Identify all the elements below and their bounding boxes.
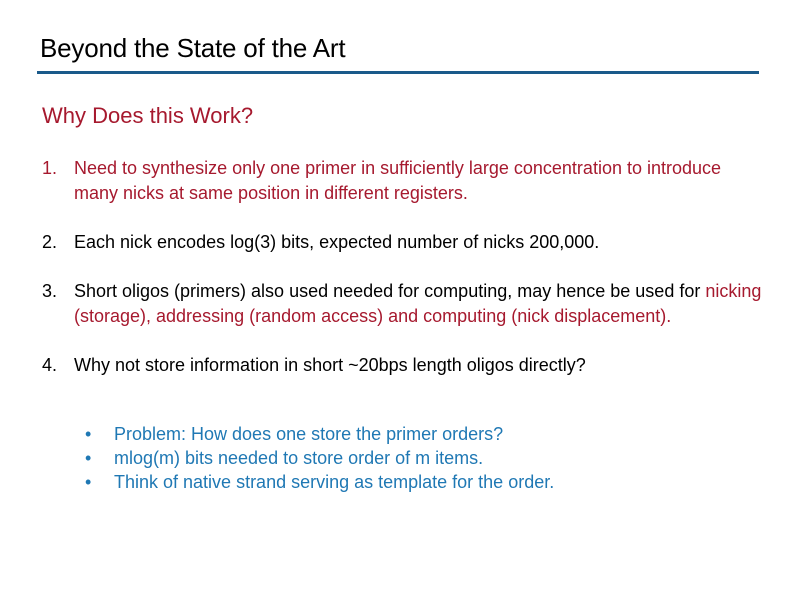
list-text: Why not store information in short ~20bps length oligos directly? — [74, 355, 586, 375]
list-text: Need to synthesize only one primer in sufficiently large concentration to introduce many nicks at same position in different registers. — [74, 158, 722, 203]
title-divider — [37, 71, 759, 74]
list-number: 1. — [42, 158, 58, 178]
list-text: Each nick encodes log(3) bits, expected number of nicks 200,000. — [74, 232, 600, 252]
list-item-4 — [42, 353, 762, 378]
list-text: Short oligos (primers) also used needed for computing, may hence be used for — [74, 281, 706, 301]
slide-title: Beyond the State of the Art — [40, 33, 346, 63]
list-item-3 — [42, 279, 762, 329]
list-item-1 — [42, 156, 762, 206]
bullet-item-1 — [85, 422, 745, 446]
numbered-list — [42, 156, 762, 402]
bullet-text: Think of native strand serving as template for the order. — [114, 472, 555, 492]
list-text-highlight: nicking (storage), addressing (random access) and computing (nick displacement) — [74, 281, 762, 326]
bullet-list — [85, 422, 745, 494]
list-text-end: . — [666, 306, 672, 326]
bullet-item-2 — [85, 446, 745, 470]
bullet-text: mlog(m) bits needed to store order of m items. — [114, 448, 484, 468]
bullet-item-3 — [85, 470, 745, 494]
bullet-marker: • — [85, 472, 92, 492]
bullet-text: Problem: How does one store the primer orders? — [114, 424, 504, 444]
list-number: 4. — [42, 355, 58, 375]
bullet-marker: • — [85, 424, 92, 444]
list-number: 2. — [42, 232, 58, 252]
bullet-marker: • — [85, 448, 92, 468]
section-heading: Why Does this Work? — [42, 103, 254, 128]
list-item-2 — [42, 230, 762, 255]
list-number: 3. — [42, 281, 58, 301]
